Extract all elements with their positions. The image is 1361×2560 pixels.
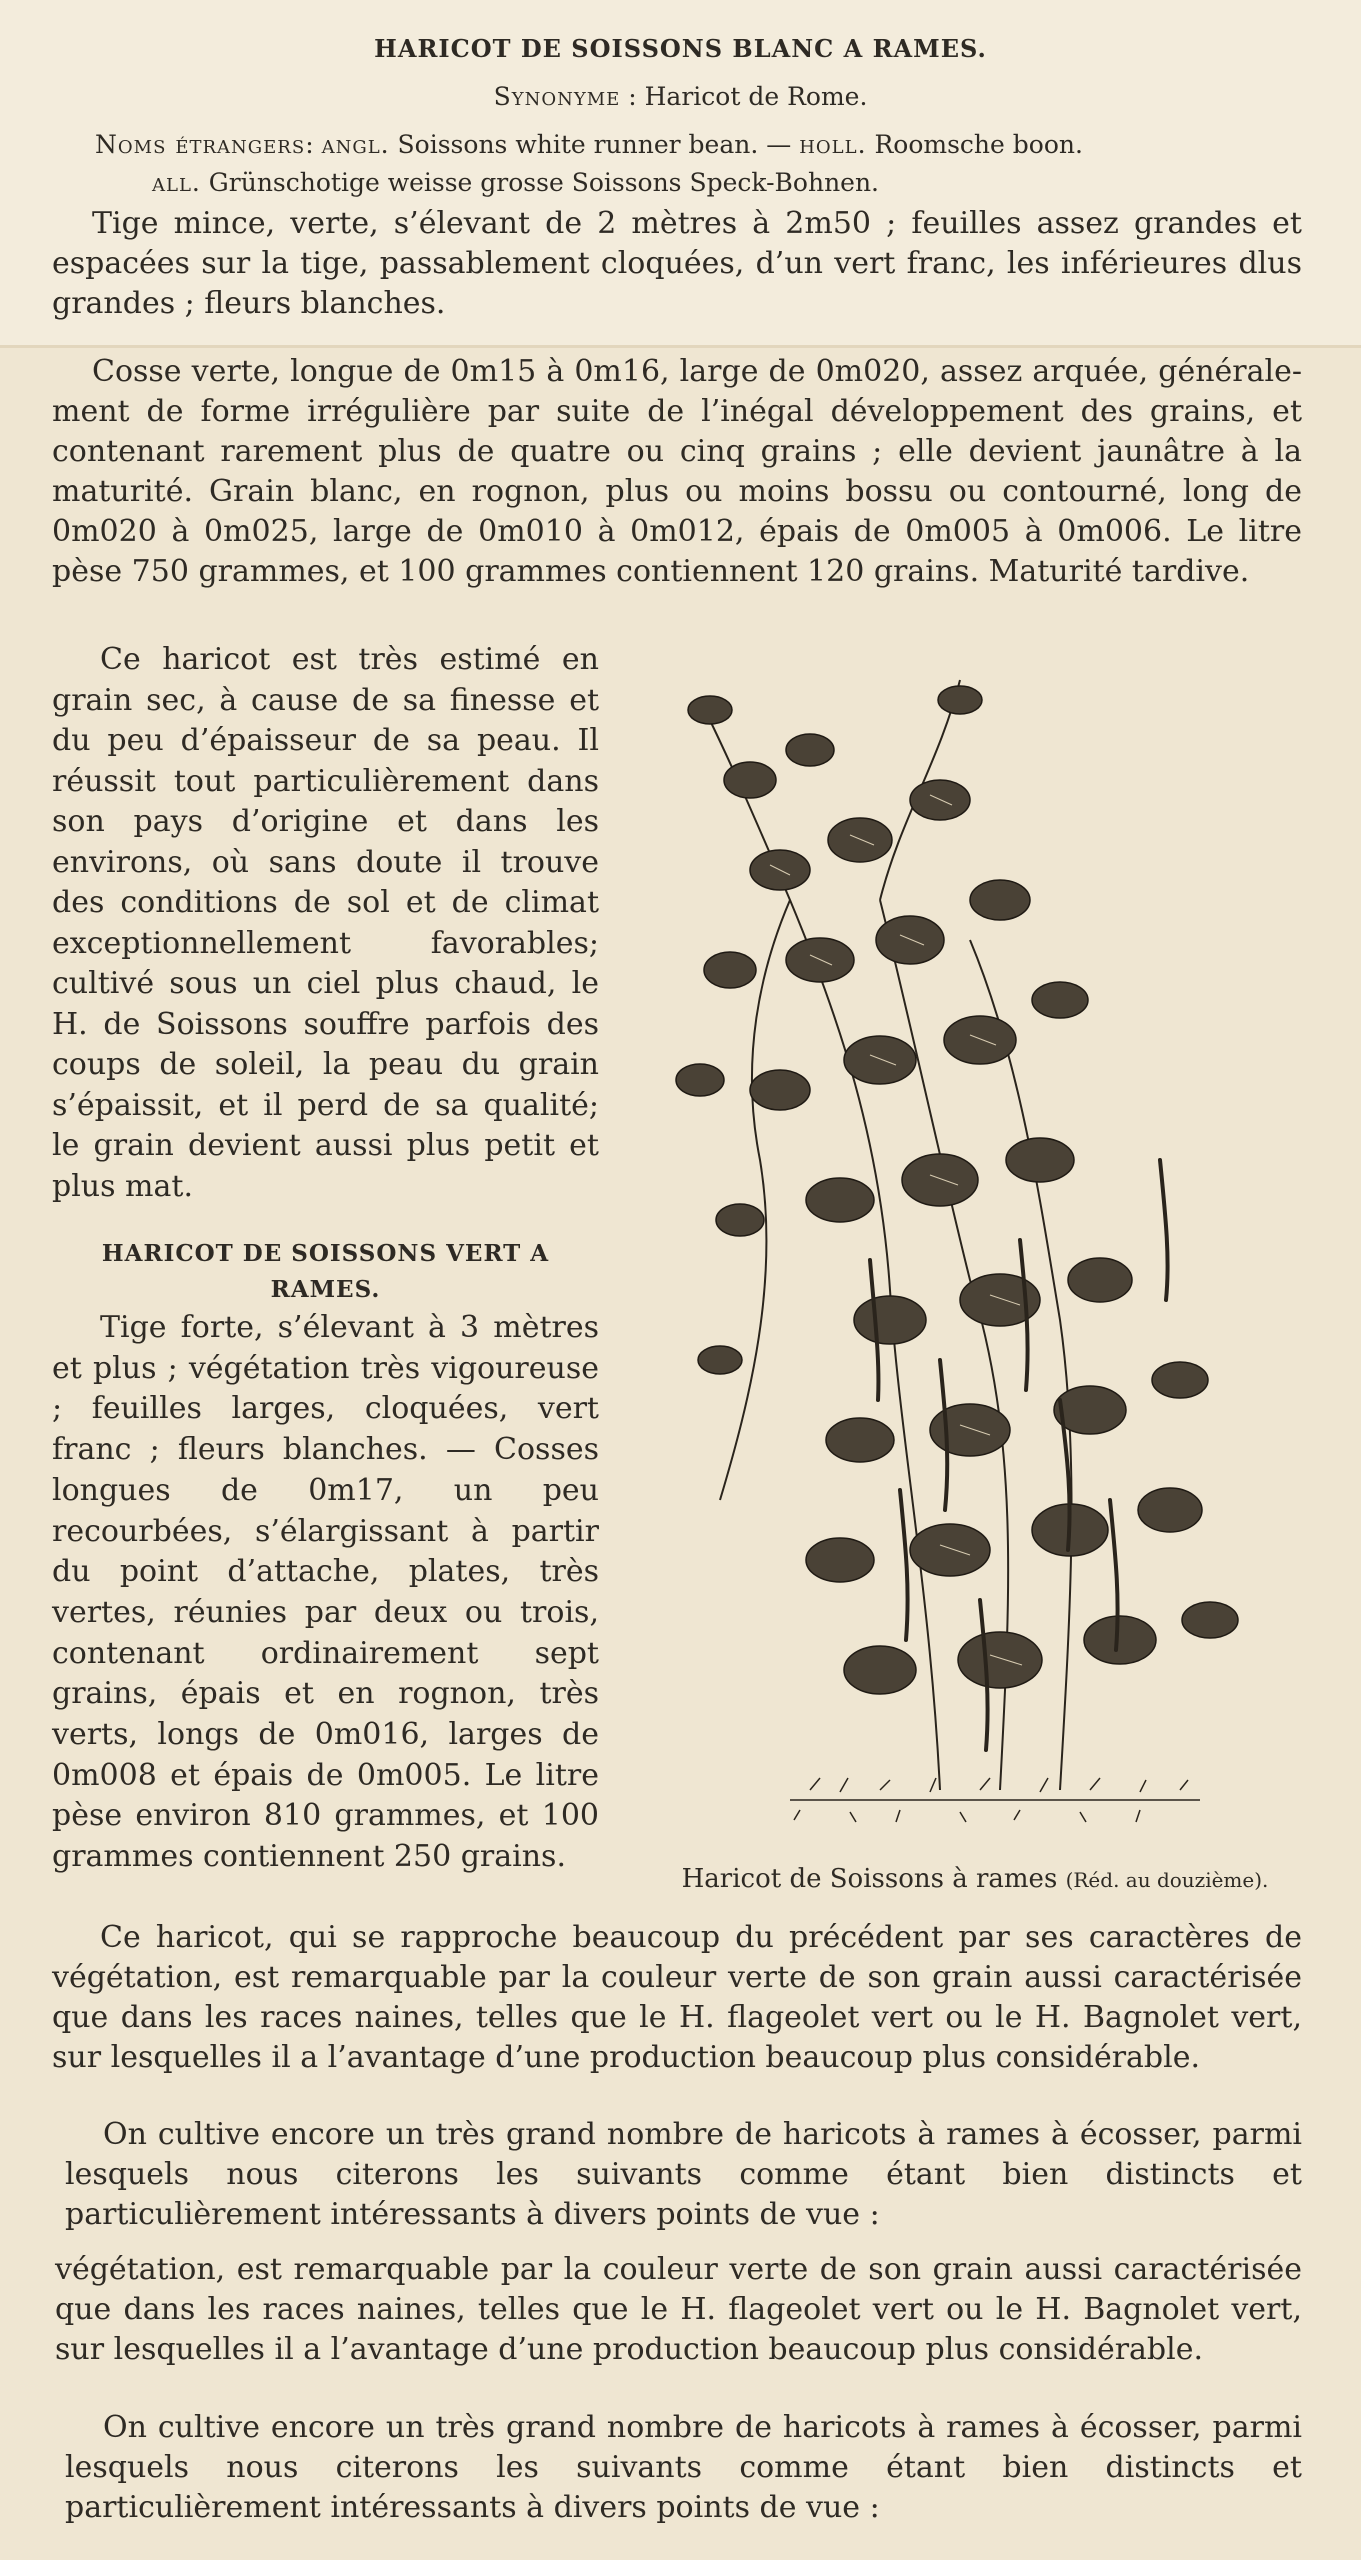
- foreign-holl: Roomsche boon.: [866, 130, 1083, 159]
- synonym-label: Synonyme: [493, 82, 621, 111]
- foreign-angl: Soissons white runner bean. —: [389, 130, 800, 159]
- foreign-sep: :: [305, 130, 322, 159]
- foreign-names-line-1: [95, 130, 1315, 159]
- caption-text: Haricot de Soissons à rames: [681, 1864, 1058, 1894]
- foreign-holl-label: holl.: [799, 130, 867, 159]
- caption-note: (Réd. au douzième).: [1065, 1868, 1269, 1892]
- foreign-all: Grünschotige weisse grosse Soissons Speck-Bohnen.: [200, 168, 880, 197]
- synonym-value: : Haricot de Rome.: [628, 82, 868, 111]
- paragraph-estime: Ce haricot est très estimé en grain sec, à cause de sa finesse et du peu d’épaisseur de sa peau. Il réussit tout particulièrement dans son pays d’origine et dans les environs, où sans doute il trouve des conditions de sol et de climat exceptionnellement favorables; cultivé sous un ciel plus chaud, le H. de Soissons souffre parfois des coups de soleil, la peau du grain s’épaissit, et il perd de sa qualité; le grain devient aussi plus petit et plus mat.: [52, 642, 599, 1204]
- paragraph-vert: Tige forte, s’élevant à 3 mètres et plus ; végétation très vigoureuse ; feuilles larges, cloquées, vert franc ; fleurs blanches. — Cosses longues de 0m17, un peu recourbées, s’élargissant à partir du point d’attache, plates, très vertes, réunies par deux ou trois, contenant ordinairement sept grains, épais et en rognon, très verts, longs de 0m016, larges de 0m008 et épais de 0m005. Le litre pèse environ 810 grammes, et 100 grammes contiennent 250 grains.: [52, 1310, 599, 1875]
- paragraph-vegetation-repeat: végétation, est remarquable par la couleur verte de son grain aussi caractérisée que dans les races naines, telles que le H. flageolet vert ou le H. Bagnolet vert, sur lesquelles il a l’avantage d’une production beaucoup plus considérable.: [55, 2252, 1302, 2367]
- paragraph-rapproche: Ce haricot, qui se rapproche beaucoup du précédent par ses caractères de végétation, est remarquable par la couleur verte de son grain aussi caractérisée que dans les races naines, telles que le H. flageolet vert ou le H. Bagnolet vert, sur lesquelles il a l’avantage d’une production beaucoup plus considérable.: [52, 1920, 1302, 2075]
- bean-plant-illustration: [640, 640, 1320, 1850]
- variety-title: HARICOT DE SOISSONS BLANC A RAMES.: [374, 34, 987, 63]
- synonym-line: [0, 82, 1361, 111]
- foreign-all-label: all.: [152, 168, 201, 197]
- section-heading-vert: HARICOT DE SOISSONS VERT A RAMES.: [101, 1240, 550, 1303]
- paragraph-tige: Tige mince, verte, s’élevant de 2 mètres à 2m50 ; feuilles assez grandes et espacées sur la tige, passablement cloquées, d’un vert franc, les inférieures dlus grandes ; fleurs blanches.: [52, 206, 1302, 321]
- paragraph-cultive: On cultive encore un très grand nombre de haricots à rames à écosser, parmi lesquels nous citerons les suivants comme étant bien distincts et particulièrement intéressants à divers points de vue :: [65, 2117, 1302, 2232]
- foreign-label: Noms étrangers: [95, 130, 306, 159]
- figure-caption: [650, 1864, 1300, 1894]
- foreign-angl-label: angl.: [321, 130, 390, 159]
- foreign-names-line-2: [152, 168, 1361, 197]
- paragraph-cosse: Cosse verte, longue de 0m15 à 0m16, large de 0m020, assez arquée, généralement de forme irrégulière par suite de l’inégal développement des grains, et contenant rarement plus de quatre ou cinq grains ; elle devient jaunâtre à la maturité. Grain blanc, en rognon, plus ou moins bossu ou contourné, long de 0m020 à 0m025, large de 0m010 à 0m012, épais de 0m005 à 0m006. Le litre pèse 750 grammes, et 100 grammes contiennent 120 grains. Maturité tardive.: [52, 354, 1302, 589]
- paragraph-cultive-repeat: On cultive encore un très grand nombre de haricots à rames à écosser, parmi lesquels nous citerons les suivants comme étant bien distincts et particulièrement intéressants à divers points de vue :: [65, 2410, 1302, 2525]
